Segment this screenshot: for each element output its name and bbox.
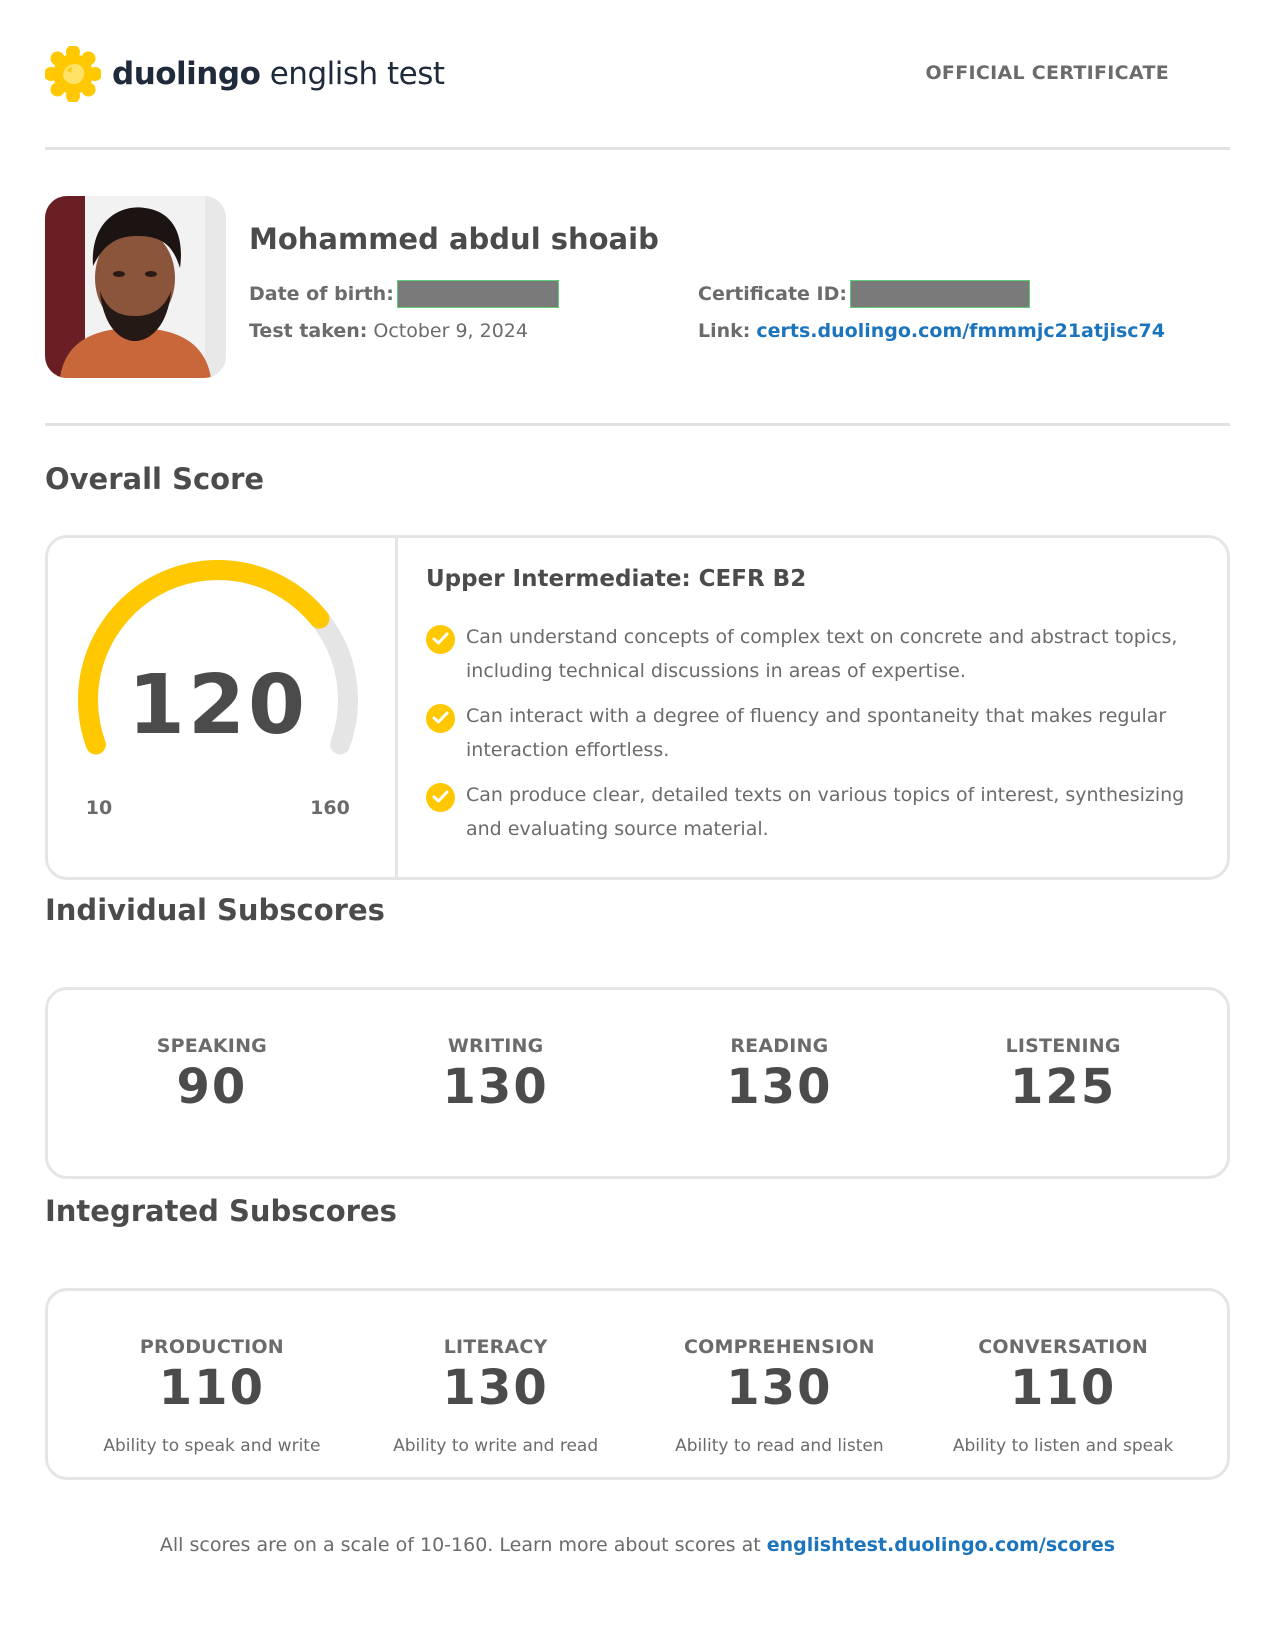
official-certificate-label: OFFICIAL CERTIFICATE bbox=[925, 62, 1169, 84]
dob-label: Date of birth: bbox=[249, 283, 394, 305]
subscore-writing bbox=[360, 1035, 632, 1115]
list-item bbox=[426, 620, 1186, 688]
scale-max-label: 160 bbox=[310, 797, 350, 819]
subscore-literacy bbox=[360, 1336, 632, 1456]
subscore-label: PRODUCTION bbox=[139, 1336, 284, 1358]
date-of-birth-field bbox=[249, 280, 559, 308]
subscore-label: SPEAKING bbox=[156, 1035, 267, 1057]
subscore-label: WRITING bbox=[447, 1035, 544, 1057]
scale-min-label: 10 bbox=[85, 797, 113, 819]
test-taken-value: October 9, 2024 bbox=[373, 320, 528, 342]
subscore-description: Ability to write and read bbox=[393, 1436, 599, 1456]
redacted-certificate-id bbox=[850, 280, 1030, 308]
logo-product-text: english test bbox=[269, 56, 445, 92]
subscore-description: Ability to speak and write bbox=[103, 1436, 321, 1456]
test-taken-label: Test taken: bbox=[249, 320, 368, 342]
individual-subscores-card bbox=[45, 987, 1230, 1179]
certificate-id-label: Certificate ID: bbox=[698, 283, 847, 305]
check-circle-icon bbox=[426, 625, 455, 654]
subscore-production bbox=[76, 1336, 348, 1456]
person-photo-icon bbox=[45, 196, 226, 378]
subscore-label: READING bbox=[730, 1035, 829, 1057]
divider bbox=[45, 423, 1230, 426]
subscore-label: CONVERSATION bbox=[978, 1336, 1148, 1358]
scores-info-link[interactable]: englishtest.duolingo.com/scores bbox=[766, 1534, 1116, 1556]
list-item bbox=[426, 699, 1186, 767]
certificate-link[interactable]: certs.duolingo.com/fmmmjc21atjisc74 bbox=[756, 320, 1165, 342]
list-item bbox=[426, 778, 1186, 846]
subscore-reading bbox=[643, 1035, 915, 1115]
integrated-subscores-card bbox=[45, 1288, 1230, 1480]
subscore-description: Ability to read and listen bbox=[675, 1436, 884, 1456]
descriptor-text: Can interact with a degree of fluency and spontaneity that makes regular interaction effortless. bbox=[466, 705, 1167, 761]
footer-text: All scores are on a scale of 10-160. Learn more about scores at bbox=[159, 1534, 761, 1556]
subscore-value: 110 bbox=[158, 1360, 265, 1416]
overall-score-title: Overall Score bbox=[45, 462, 265, 496]
subscore-label: LISTENING bbox=[1005, 1035, 1121, 1057]
footer-note bbox=[0, 1534, 1275, 1556]
descriptor-text: Can produce clear, detailed texts on various topics of interest, synthesizing and evaluating source material. bbox=[466, 784, 1185, 840]
logo-brand-text: duolingo bbox=[112, 56, 261, 92]
subscore-value: 130 bbox=[726, 1360, 833, 1416]
integrated-subscores-title: Integrated Subscores bbox=[45, 1194, 397, 1228]
individual-subscores-title: Individual Subscores bbox=[45, 893, 385, 927]
subscore-speaking bbox=[76, 1035, 348, 1115]
subscore-value: 90 bbox=[176, 1059, 248, 1115]
duolingo-logo bbox=[45, 46, 445, 102]
subscore-value: 130 bbox=[442, 1059, 549, 1115]
candidate-name: Mohammed abdul shoaib bbox=[249, 222, 659, 256]
test-taken-field bbox=[249, 320, 528, 342]
link-label: Link: bbox=[698, 320, 751, 342]
redacted-dob bbox=[397, 280, 559, 308]
divider bbox=[45, 147, 1230, 150]
subscore-description: Ability to listen and speak bbox=[952, 1436, 1174, 1456]
cefr-descriptors bbox=[426, 620, 1186, 857]
certificate-id-field bbox=[698, 280, 1030, 308]
check-circle-icon bbox=[426, 783, 455, 812]
check-circle-icon bbox=[426, 704, 455, 733]
subscore-conversation bbox=[927, 1336, 1199, 1456]
avatar bbox=[45, 196, 226, 378]
subscore-value: 130 bbox=[726, 1059, 833, 1115]
duolingo-sun-icon bbox=[45, 46, 101, 102]
subscore-value: 130 bbox=[442, 1360, 549, 1416]
overall-score-value: 120 bbox=[127, 658, 309, 753]
subscore-comprehension bbox=[643, 1336, 915, 1456]
cefr-level-title: Upper Intermediate: CEFR B2 bbox=[426, 566, 807, 592]
subscore-label: COMPREHENSION bbox=[684, 1336, 875, 1358]
subscore-listening bbox=[927, 1035, 1199, 1115]
descriptor-text: Can understand concepts of complex text on concrete and abstract topics, including technical discussions in areas of expertise. bbox=[466, 626, 1178, 682]
score-gauge bbox=[64, 558, 372, 842]
overall-score-card bbox=[45, 535, 1230, 880]
subscore-value: 110 bbox=[1010, 1360, 1117, 1416]
subscore-value: 125 bbox=[1010, 1059, 1117, 1115]
certificate-link-field bbox=[698, 320, 1165, 342]
subscore-label: LITERACY bbox=[443, 1336, 548, 1358]
card-divider bbox=[395, 538, 398, 877]
